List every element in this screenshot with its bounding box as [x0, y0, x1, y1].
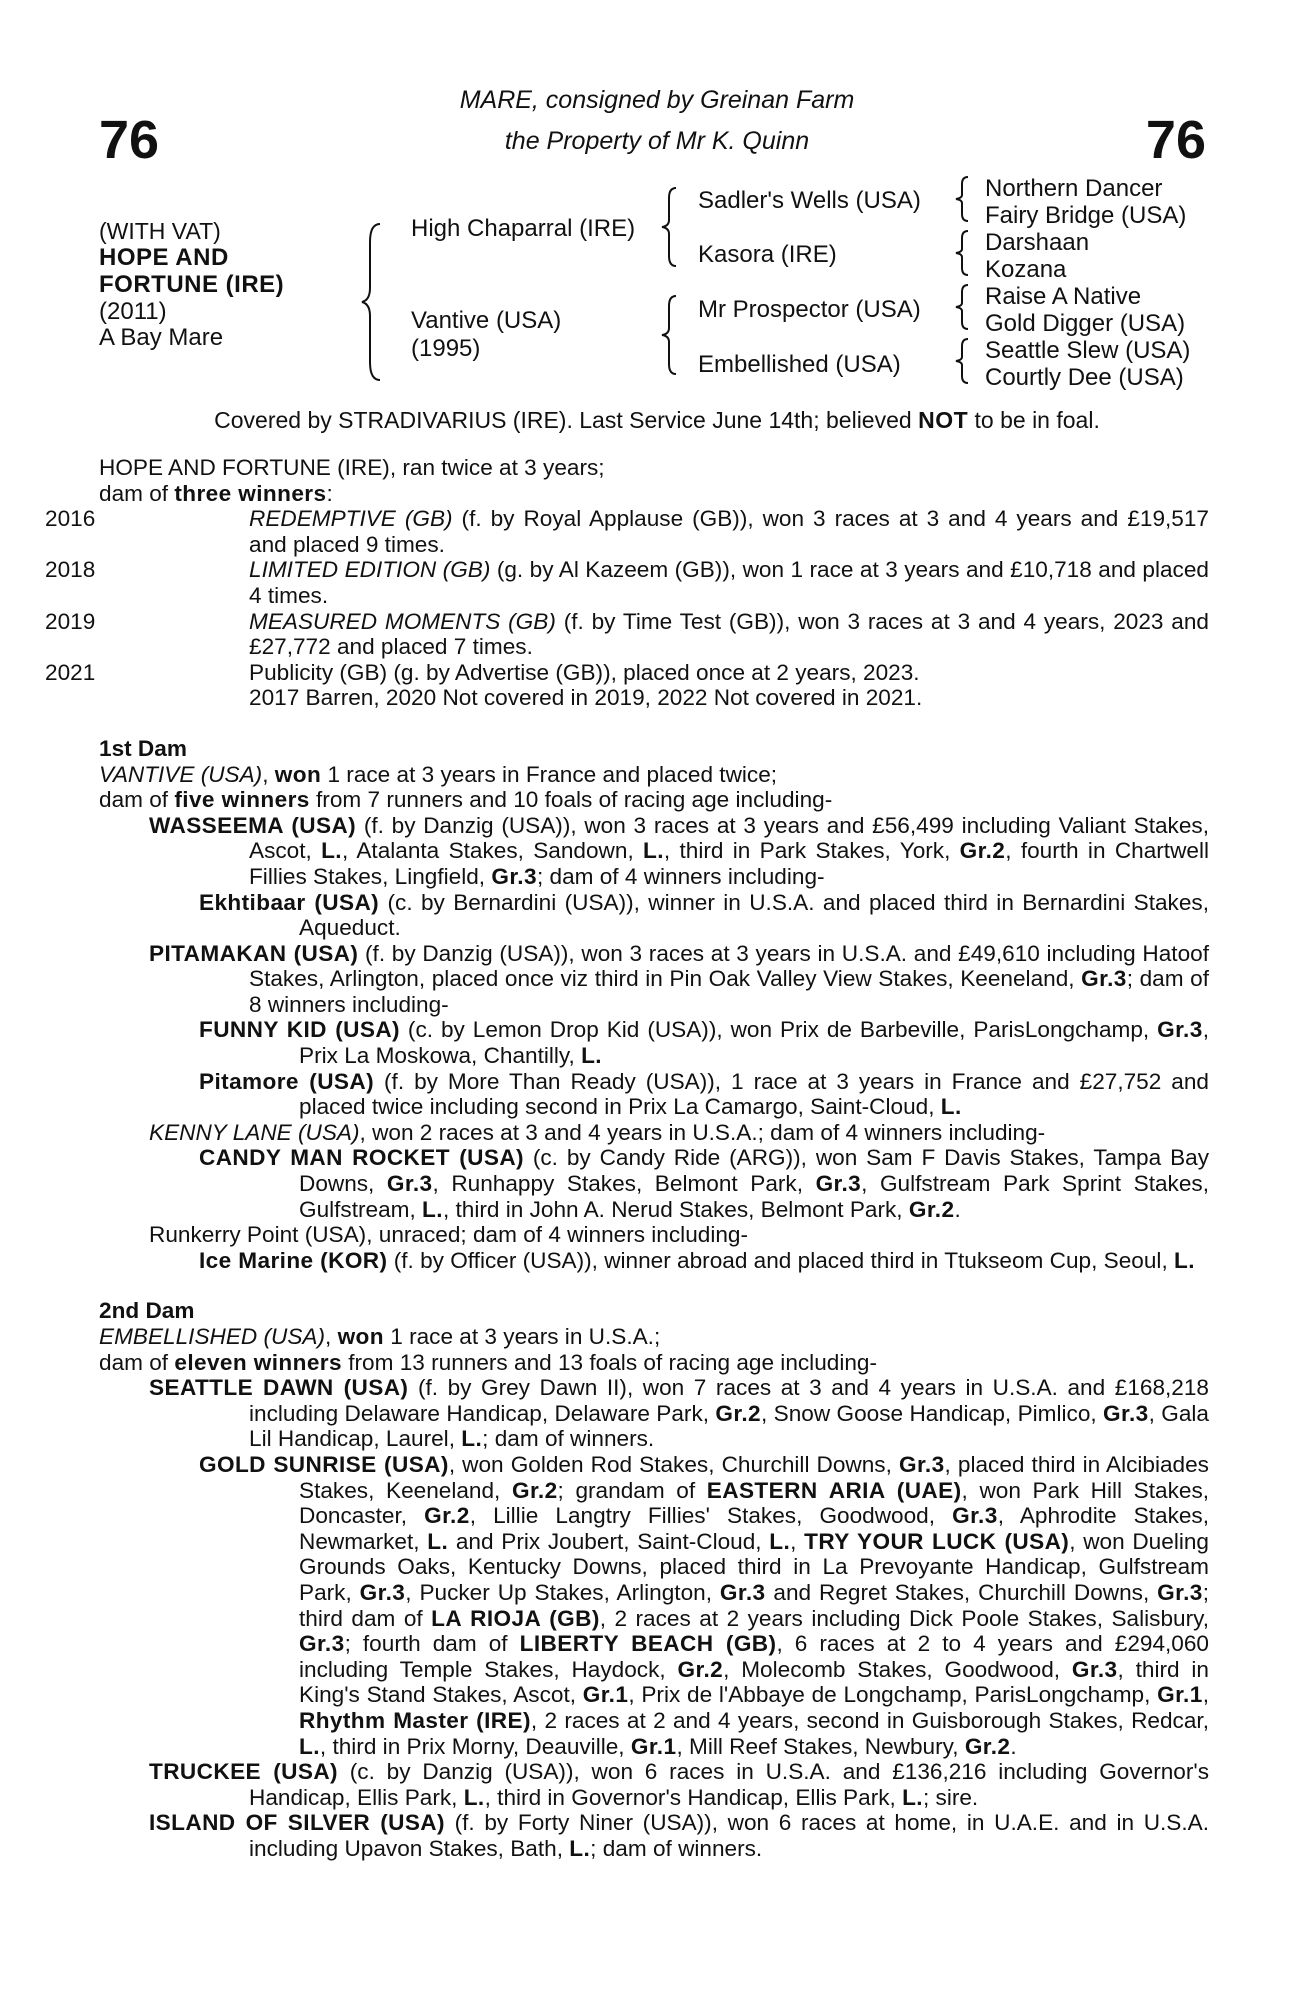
gg-name: Courtly Dee (USA)	[985, 364, 1184, 391]
second-dam-grandprogeny: GOLD SUNRISE (USA), won Golden Rod Stakes, Churchill Downs, Gr.3, placed third in Alcibiades Stakes, Keeneland, Gr.2; grandam of EASTERN ARIA (UAE), won Park Hill Stakes, Doncaster, Gr.2, Lillie Langtry Fillies' Stakes, Goodwood, Gr.3, Aphrodite Stakes, Newmarket, L. and Prix Joubert, Saint-Cloud, L., TRY YOUR LUCK (USA), won Dueling Grounds Oaks, Kentucky Downs, placed third in La Prevoyante Handicap, Gulfstream Park, Gr.3, Pucker Up Stakes, Arlington, Gr.3 and Regret Stakes, Churchill Downs, Gr.3; third dam of LA RIOJA (GB), 2 races at 2 years including Dick Poole Stakes, Salisbury, Gr.3; fourth dam of LIBERTY BEACH (GB), 6 races at 2 to 4 years and £294,060 including Temple Stakes, Haydock, Gr.2, Molecomb Stakes, Goodwood, Gr.3, third in King's Stand Stakes, Ascot, Gr.1, Prix de l'Abbaye de Longchamp, ParisLongchamp, Gr.1, Rhythm Master (IRE), 2 races at 2 and 4 years, second in Guisborough Stakes, Redcar, L., third in Prix Morny, Deauville, Gr.1, Mill Reef Stakes, Newbury, Gr.2.	[199, 1451, 1210, 1759]
sire-line-brace	[660, 186, 682, 268]
first-dam-progeny: PITAMAKAN (USA) (f. by Danzig (USA)), won 3 races at 3 years in U.S.A. and £49,610 including Hatoof Stakes, Arlington, placed once viz third in Pin Oak Valley View Stakes, Keeneland, Gr.3; dam of 8 winners including-	[149, 940, 1209, 1017]
gg-name: Raise A Native	[985, 283, 1142, 310]
gg-brace-3	[953, 283, 973, 331]
first-dam-progeny: WASSEEMA (USA) (f. by Danzig (USA)), won 3 races at 3 years and £56,499 including Valiant Stakes, Ascot, L., Atalanta Stakes, Sandown, L., third in Park Stakes, York, Gr.2, fourth in Chartwell Fillies Stakes, Lingfield, Gr.3; dam of 4 winners including-	[149, 812, 1209, 889]
dam-year: (1995)	[411, 335, 481, 362]
first-dam-grandprogeny: Ice Marine (KOR) (f. by Officer (USA)), winner abroad and placed third in Ttukseom Cup, Seoul, L.	[199, 1247, 1195, 1273]
covered-text: Covered by STRADIVARIUS (IRE). Last Service June 14th; believed	[214, 407, 912, 433]
produce-intro: HOPE AND FORTUNE (IRE), ran twice at 3 years;	[99, 455, 605, 480]
gg-brace-1	[953, 175, 973, 223]
second-dam-progeny: SEATTLE DAWN (USA) (f. by Grey Dawn II), won 7 races at 3 and 4 years in U.S.A. and £168,218 including Delaware Handicap, Delaware Park, Gr.2, Snow Goose Handicap, Pimlico, Gr.3, Gala Lil Handicap, Laurel, L.; dam of winners.	[149, 1375, 1210, 1452]
covered-line	[0, 406, 1314, 434]
gg-brace-2	[953, 229, 973, 277]
dam-name: Vantive (USA)	[411, 307, 562, 334]
first-dam-produce-summary: dam of five winners from 7 runners and 10 foals of racing age including-	[99, 787, 833, 813]
covered-emphasis: NOT	[918, 407, 969, 433]
gg-name: Fairy Bridge (USA)	[985, 202, 1187, 229]
first-dam-grandprogeny: Pitamore (USA) (f. by More Than Ready (USA)), 1 race at 3 years in France and £27,752 and placed twice including second in Prix La Camargo, Saint-Cloud, L.	[199, 1068, 1209, 1120]
first-dam-progeny: KENNY LANE (USA), won 2 races at 3 and 4 years in U.S.A.; dam of 4 winners including-	[149, 1119, 1046, 1145]
gg-brace-4	[953, 337, 973, 385]
second-dam-progeny: ISLAND OF SILVER (USA) (f. by Forty Niner (USA)), won 6 races at home, in U.A.E. and in U.S.A. including Upavon Stakes, Bath, L.; dam of winners.	[149, 1810, 1209, 1861]
first-dam-heading: 1st Dam	[99, 735, 187, 761]
dam-line-brace	[660, 294, 682, 376]
first-dam-progeny: Runkerry Point (USA), unraced; dam of 4 winners including-	[149, 1222, 748, 1248]
first-dam-summary: VANTIVE (USA), won 1 race at 3 years in France and placed twice;	[99, 761, 778, 787]
gg-name: Darshaan	[985, 229, 1090, 256]
covered-tail: to be in foal.	[974, 407, 1100, 433]
lot-number-left: 76	[99, 110, 160, 170]
first-dam-grandprogeny: CANDY MAN ROCKET (USA) (c. by Candy Ride (ARG)), won Sam F Davis Stakes, Tampa Bay Downs, Gr.3, Runhappy Stakes, Belmont Park, Gr.3, Gulfstream Park Sprint Stakes, Gulfstream, L., third in John A. Nerud Stakes, Belmont Park, Gr.2.	[199, 1145, 1209, 1222]
vat-label: (WITH VAT)	[99, 218, 221, 244]
produce-barren-note: 2017 Barren, 2020 Not covered in 2019, 2022 Not covered in 2021.	[249, 685, 923, 711]
horse-description: A Bay Mare	[99, 324, 224, 351]
horse-name-line1: HOPE AND	[99, 244, 229, 271]
gg-name: Kozana	[985, 256, 1067, 283]
dam-sire-name: Mr Prospector (USA)	[698, 296, 921, 323]
second-dam-produce-summary: dam of eleven winners from 13 runners and 13 foals of racing age including-	[99, 1349, 878, 1375]
catalogue-body	[45, 455, 1210, 1861]
produce-entry: 2016 REDEMPTIVE (GB) (f. by Royal Applause (GB)), won 3 races at 3 and 4 years and £19,517 and placed 9 times.	[45, 506, 1209, 557]
second-dam-progeny: TRUCKEE (USA) (c. by Danzig (USA)), won 6 races in U.S.A. and £136,216 including Governor's Handicap, Ellis Park, L., third in Governor's Handicap, Ellis Park, L.; sire.	[149, 1759, 1210, 1810]
horse-year: (2011)	[99, 298, 167, 325]
property-line: the Property of Mr K. Quinn	[504, 127, 810, 155]
gg-name: Seattle Slew (USA)	[985, 337, 1191, 364]
consignor-line: MARE, consigned by Greinan Farm	[459, 86, 855, 114]
second-dam-heading: 2nd Dam	[99, 1298, 195, 1324]
produce-dam-of: dam of three winners:	[99, 480, 333, 506]
sire-dam-name: Kasora (IRE)	[698, 241, 837, 268]
gg-name: Northern Dancer	[985, 175, 1163, 202]
first-dam-grandprogeny: Ekhtibaar (USA) (c. by Bernardini (USA)), winner in U.S.A. and placed third in Bernardini Stakes, Aqueduct.	[199, 889, 1209, 941]
horse-name-line2: FORTUNE (IRE)	[99, 271, 285, 298]
lot-number-right: 76	[1145, 110, 1206, 170]
produce-entry: 2018 LIMITED EDITION (GB) (g. by Al Kazeem (GB)), won 1 race at 3 years and £10,718 and placed 4 times.	[45, 557, 1209, 608]
produce-entry: 2021 Publicity (GB) (g. by Advertise (GB)), placed once at 2 years, 2023.	[45, 659, 920, 685]
dam-dam-name: Embellished (USA)	[698, 351, 901, 378]
pedigree-main-brace	[360, 222, 390, 382]
sire-sire-name: Sadler's Wells (USA)	[698, 187, 921, 214]
second-dam-summary: EMBELLISHED (USA), won 1 race at 3 years in U.S.A.;	[99, 1324, 661, 1349]
sire-name: High Chaparral (IRE)	[411, 215, 636, 242]
produce-entry: 2019 MEASURED MOMENTS (GB) (f. by Time Test (GB)), won 3 races at 3 and 4 years, 2023 and £27,772 and placed 7 times.	[45, 608, 1209, 660]
gg-name: Gold Digger (USA)	[985, 310, 1186, 337]
first-dam-grandprogeny: FUNNY KID (USA) (c. by Lemon Drop Kid (USA)), won Prix de Barbeville, ParisLongchamp, Gr.3, Prix La Moskowa, Chantilly, L.	[199, 1017, 1209, 1069]
